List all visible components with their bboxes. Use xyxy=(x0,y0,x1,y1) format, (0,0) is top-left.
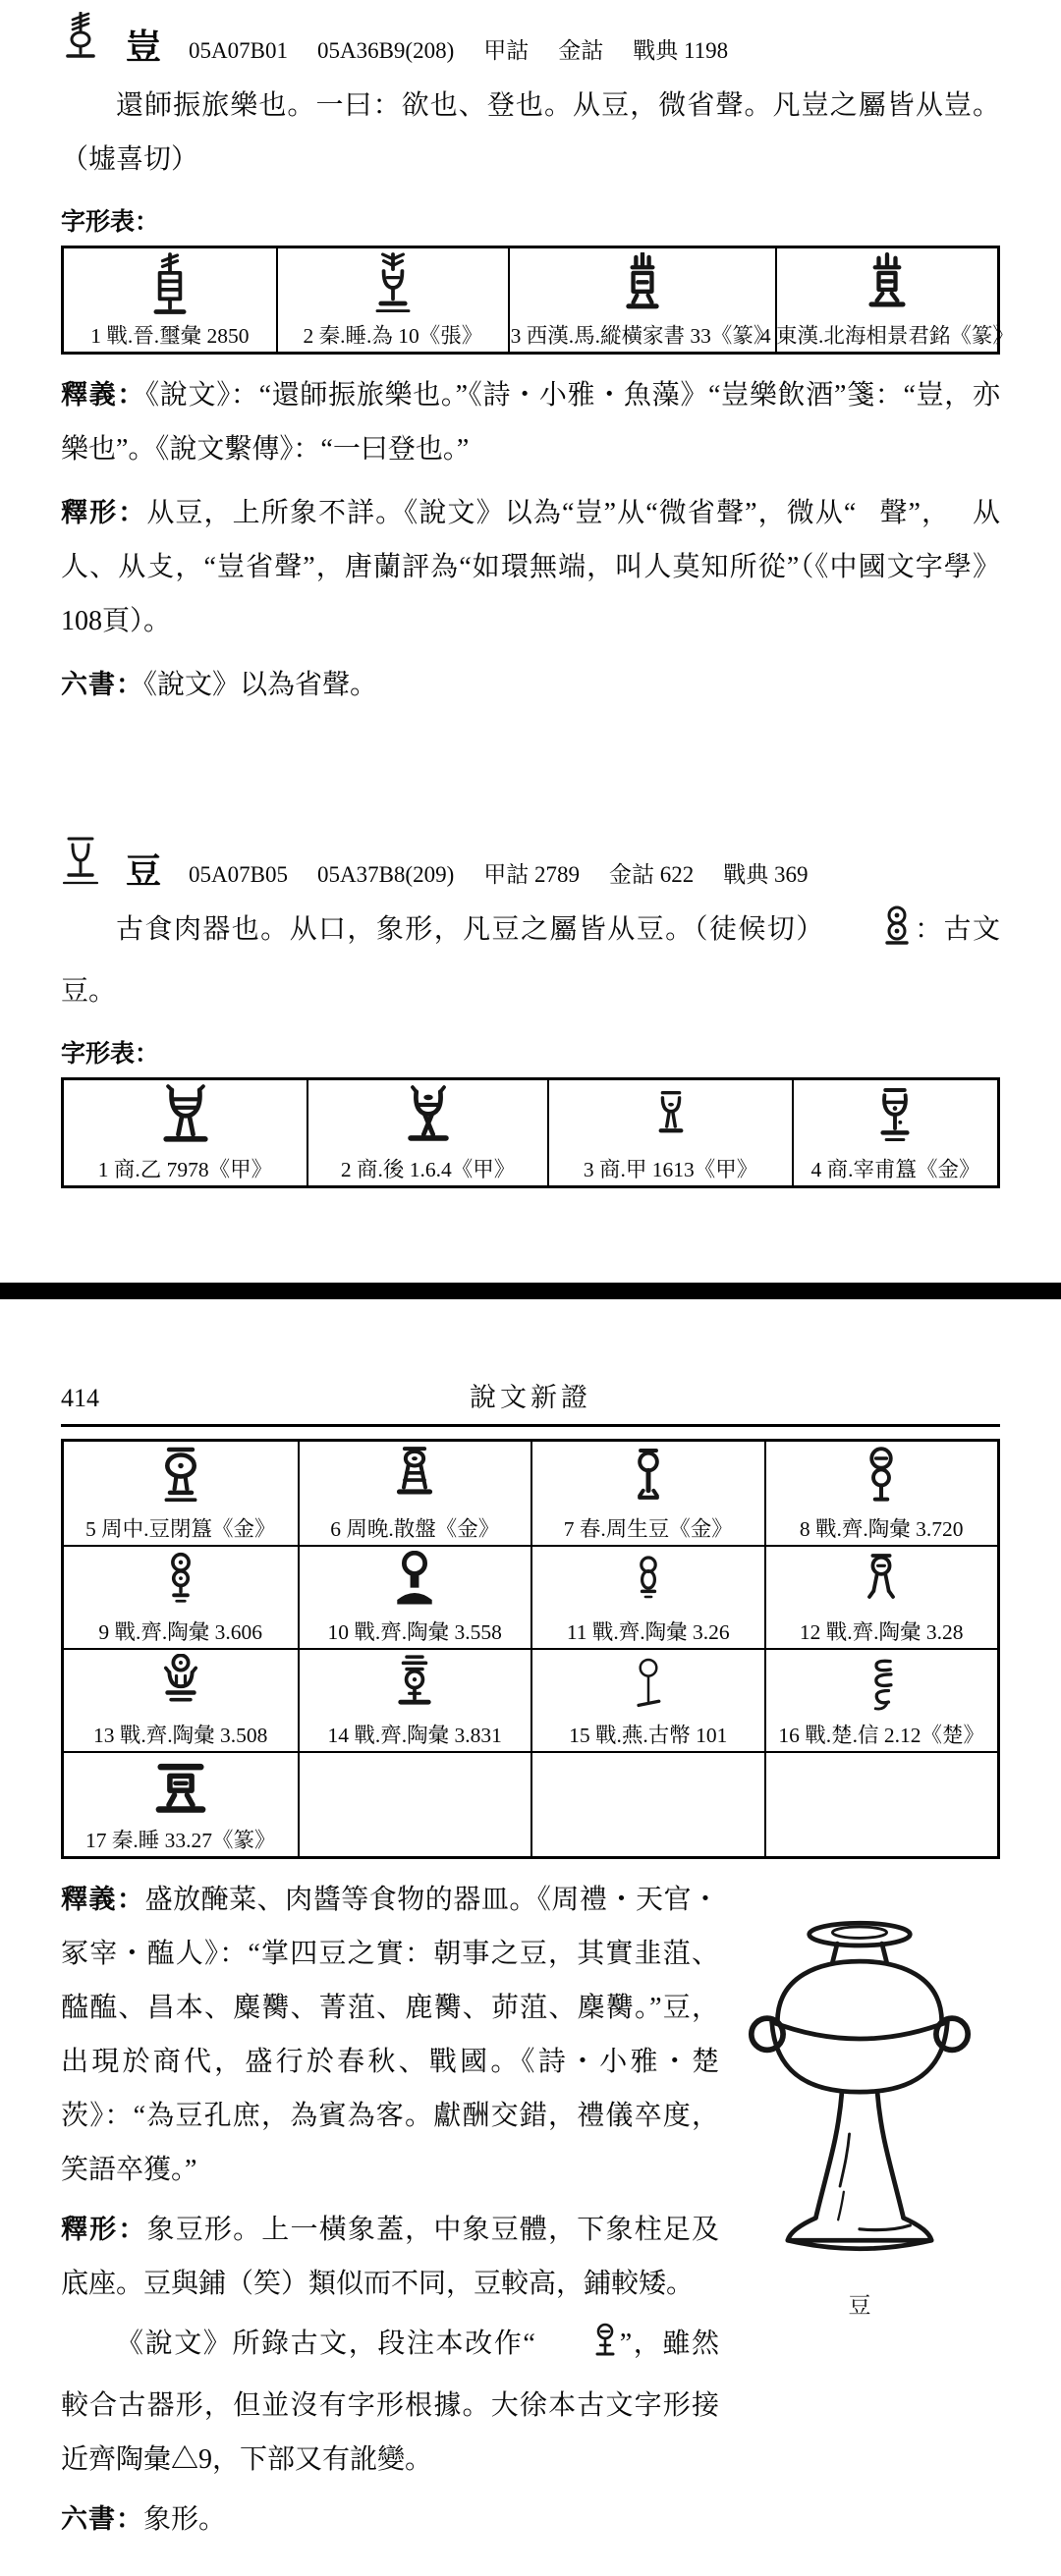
code-ref: 金詁 622 xyxy=(609,862,695,887)
ancient-glyph-dou-5-icon xyxy=(149,1446,212,1516)
vessel-figure xyxy=(719,1873,1000,2547)
figure-caption: 豆 xyxy=(848,2293,871,2318)
header-rule xyxy=(61,1424,1000,1427)
ancient-glyph-dou-1-icon xyxy=(153,1084,218,1157)
form-cell-caption: 11 戰.齊.陶彙 3.26 xyxy=(566,1620,730,1644)
form-cell-empty xyxy=(530,1751,764,1856)
form-cell xyxy=(530,1648,764,1751)
liushu-qi-paragraph xyxy=(61,658,1000,712)
form-table-dou xyxy=(61,1077,1000,1188)
form-cell xyxy=(64,1648,298,1751)
ancient-glyph-dou-8-icon xyxy=(851,1446,912,1516)
shixing-qi-text: 从豆，上所象不詳。《說文》以為“豈”从“微省聲”，微从“𢼸聲”，𢼸从人、从攴，“豈省聲”，唐蘭評為“如環無端，叫人莫知所從”（《中國文字學》108頁）。 xyxy=(61,498,1000,636)
form-table-label-dou: 字形表： xyxy=(61,1040,160,1068)
guwen-dou-glyph-icon xyxy=(828,904,911,964)
ancient-glyph-qi-3-icon xyxy=(610,252,675,323)
guwen-note-after: ”，雖然較合古器形，但並沒有字形根據。大徐本古文字形接近齊陶彙△9，下部又有訛變。 xyxy=(61,2329,719,2475)
guwen-note-paragraph xyxy=(61,2317,719,2487)
definition-dou xyxy=(61,903,1000,1018)
form-cell-caption: 1 戰.晉.璽彙 2850 xyxy=(90,324,250,348)
liushu-qi-text: 《說文》以為省聲。 xyxy=(143,670,378,700)
form-cell xyxy=(64,1080,307,1185)
form-cell-caption: 3 西漢.馬.縱橫家書 33《篆》 xyxy=(510,324,775,348)
form-cell-caption: 5 周中.豆閉簋《金》 xyxy=(84,1517,276,1541)
form-cell-caption: 15 戰.燕.古幣 101 xyxy=(569,1724,728,1747)
ancient-glyph-dou-2-icon xyxy=(396,1084,461,1157)
ancient-glyph-dou-15-icon xyxy=(620,1654,677,1723)
headword-dou: 豆 xyxy=(126,851,164,891)
entry-dou-header xyxy=(61,828,1000,889)
ancient-glyph-qi-1-icon xyxy=(138,252,202,323)
guwen-note-before: 《說文》所錄古文，段注本改作“ xyxy=(116,2329,535,2359)
form-cell xyxy=(298,1648,531,1751)
form-cell xyxy=(276,248,509,352)
form-cell-caption: 10 戰.齊.陶彙 3.558 xyxy=(327,1620,502,1644)
definition-qi: 還師振旅樂也。一曰：欲也、登也。从豆，微省聲。凡豈之屬皆从豈。（墟喜切） xyxy=(61,90,1000,175)
shixing-dou-paragraph xyxy=(61,2203,719,2311)
form-cell-caption: 1 商.乙 7978《甲》 xyxy=(97,1158,273,1181)
definition-dou-tail: ：古文豆。 xyxy=(61,914,1000,1007)
ancient-glyph-dou-14-icon xyxy=(384,1654,445,1723)
shiyi-qi-paragraph xyxy=(61,368,1000,476)
ancient-glyph-dou-12-icon xyxy=(852,1551,911,1619)
form-cell xyxy=(764,1648,998,1751)
form-cell-caption: 16 戰.楚.信 2.12《楚》 xyxy=(778,1724,985,1747)
form-cell xyxy=(298,1442,531,1545)
liushu-dou-paragraph xyxy=(61,2493,719,2547)
form-table-label-qi: 字形表： xyxy=(61,208,160,236)
form-cell-caption: 12 戰.齊.陶彙 3.28 xyxy=(799,1620,964,1644)
form-cell-caption: 2 秦.睡.為 10《張》 xyxy=(303,324,483,348)
form-cell-empty xyxy=(764,1751,998,1856)
form-cell-caption: 3 商.甲 1613《甲》 xyxy=(583,1158,758,1181)
form-cell xyxy=(764,1442,998,1545)
form-cell-caption: 8 戰.齊.陶彙 3.720 xyxy=(799,1517,964,1541)
form-cell xyxy=(764,1545,998,1648)
ancient-glyph-qi-4-icon xyxy=(855,252,920,323)
shixing-label: 釋形： xyxy=(61,2215,147,2244)
form-cell-caption: 14 戰.齊.陶彙 3.831 xyxy=(327,1724,502,1747)
code-ref: 金詁 xyxy=(558,38,604,63)
liushu-dou-text: 象形。 xyxy=(143,2504,227,2535)
form-cell-caption: 4 商.宰甫簋《金》 xyxy=(810,1158,980,1181)
code-id: 05A36B9(208) xyxy=(316,38,455,63)
ancient-glyph-dou-16-icon xyxy=(853,1654,910,1723)
entry-qi-header xyxy=(61,6,1000,65)
form-cell xyxy=(530,1442,764,1545)
ancient-glyph-dou-9-icon xyxy=(151,1551,210,1619)
code-ref: 甲詁 xyxy=(483,38,530,63)
form-table-qi xyxy=(61,246,1014,355)
code-ref: 戰典 369 xyxy=(723,862,809,887)
form-cell xyxy=(298,1545,531,1648)
ancient-glyph-dou-11-icon xyxy=(621,1551,676,1619)
shiyi-qi-text: 《說文》：“還師振旅樂也。”《詩・小雅・魚藻》“豈樂飲酒”箋：“豈，亦樂也”。《說文繫傳》：“一曰登也。” xyxy=(61,380,1000,465)
form-cell xyxy=(64,248,276,352)
ancient-glyph-dou-7-icon xyxy=(618,1446,679,1516)
shiyi-label: 釋義： xyxy=(61,1885,145,1914)
ancient-glyph-dou-17-icon xyxy=(147,1757,214,1828)
entry-dou-codes xyxy=(189,863,808,889)
form-cell xyxy=(759,248,1014,352)
ancient-glyph-dou-10-icon xyxy=(384,1551,445,1619)
form-cell-caption: 7 春.周生豆《金》 xyxy=(563,1517,733,1541)
form-cell-caption: 9 戰.齊.陶彙 3.606 xyxy=(98,1620,263,1644)
code-id: 05A37B8(209) xyxy=(316,862,455,887)
form-cell xyxy=(64,1545,298,1648)
running-header xyxy=(61,1376,1000,1414)
form-cell xyxy=(64,1442,298,1545)
headword-qi: 豈 xyxy=(126,27,164,67)
form-cell-caption: 4 東漢.北海相景君銘《篆》 xyxy=(759,324,1014,348)
ancient-glyph-qi-2-icon xyxy=(361,252,425,323)
dou-vessel-illustration xyxy=(719,1908,1000,2281)
entry-qi-codes xyxy=(189,39,728,65)
form-cell xyxy=(64,1751,298,1856)
commentary-text-column xyxy=(61,1873,719,2547)
code-ref: 戰典 1198 xyxy=(633,38,729,63)
form-cell xyxy=(530,1545,764,1648)
seal-dou-glyph-icon xyxy=(61,834,100,889)
form-cell-caption: 17 秦.睡 33.27《篆》 xyxy=(84,1829,276,1852)
form-cell xyxy=(307,1080,547,1185)
ancient-glyph-dou-3-icon xyxy=(642,1084,700,1157)
shiyi-label: 釋義： xyxy=(61,380,146,410)
liushu-label: 六書： xyxy=(61,670,143,699)
page-number: 414 xyxy=(61,1384,99,1412)
form-cell-caption: 13 戰.齊.陶彙 3.508 xyxy=(93,1724,268,1747)
shixing-dou-text: 象豆形。上一橫象蓋，中象豆體，下象柱足及底座。豆與鋪（笶）類似而不同，豆較高，鋪較矮。 xyxy=(61,2215,719,2299)
form-table-dou-continued xyxy=(61,1439,1000,1859)
form-cell-empty xyxy=(298,1751,531,1856)
code-ref: 甲詁 2789 xyxy=(483,862,580,887)
form-cell xyxy=(508,248,775,352)
code-id: 05A07B01 xyxy=(189,38,288,63)
liushu-label: 六書： xyxy=(61,2504,143,2534)
seal-qi-glyph-icon xyxy=(61,12,100,65)
duanzhu-guwen-glyph-icon xyxy=(538,2323,617,2379)
book-title: 說文新證 xyxy=(470,1383,591,1412)
code-id: 05A07B05 xyxy=(189,862,288,887)
ancient-glyph-dou-13-icon xyxy=(149,1654,212,1723)
shixing-qi-paragraph xyxy=(61,486,1000,648)
ancient-glyph-dou-4-icon xyxy=(865,1084,925,1157)
shixing-label: 釋形： xyxy=(61,498,147,527)
commentary-section xyxy=(61,1873,1000,2547)
shiyi-dou-text: 盛放醃菜、肉醬等食物的器皿。《周禮・天官・冢宰・醢人》：“掌四豆之實：朝事之豆，其實韭菹、醓醢、昌本、麋臡、菁菹、鹿臡、茆菹、麇臡。”豆，出現於商代，盛行於春秋、戰國。《詩・小雅・楚茨》：“為豆孔庶，為賓為客。獻酬交錯，禮儀卒度，笑語卒獲。” xyxy=(61,1885,720,2185)
form-cell xyxy=(547,1080,792,1185)
form-cell-caption: 2 商.後 1.6.4《甲》 xyxy=(340,1158,516,1181)
form-cell xyxy=(792,1080,997,1185)
shiyi-dou-paragraph xyxy=(61,1873,719,2197)
page-divider xyxy=(0,1283,1061,1299)
form-cell-caption: 6 周晚.散盤《金》 xyxy=(330,1517,500,1541)
ancient-glyph-dou-6-icon xyxy=(383,1446,446,1516)
definition-dou-text: 古食肉器也。从口，象形，凡豆之屬皆从豆。（徒候切） xyxy=(116,914,825,945)
